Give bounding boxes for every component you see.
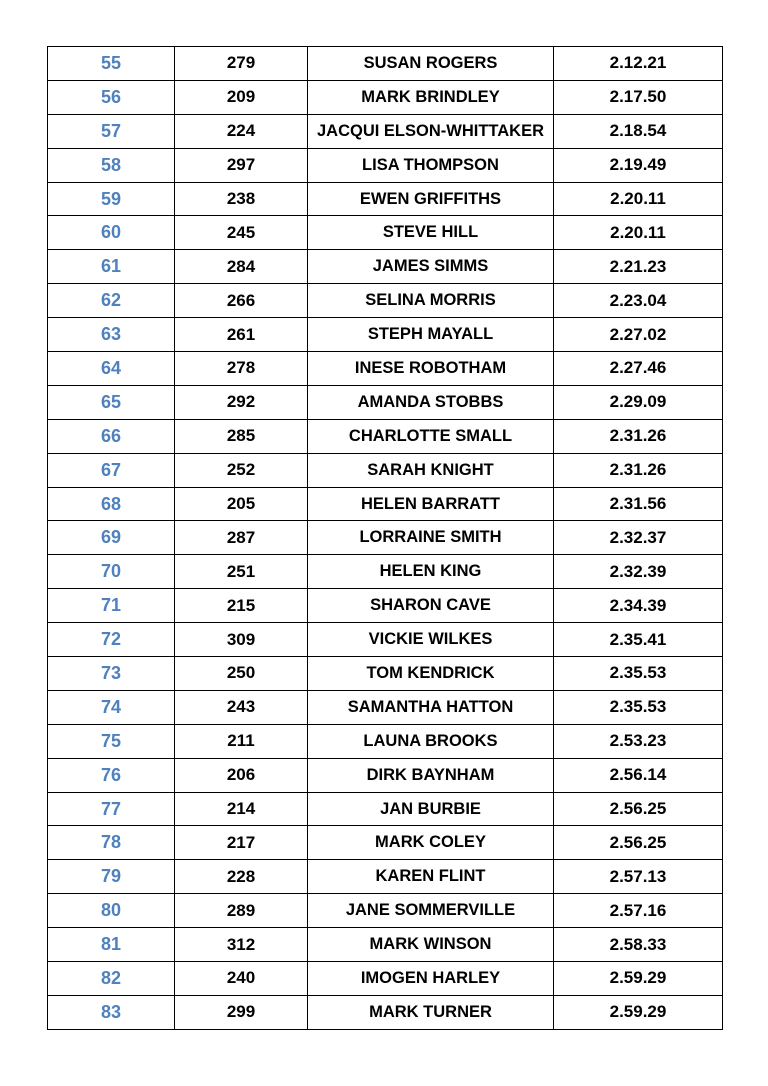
finish-time-cell: 2.19.49 <box>554 148 723 182</box>
runner-name-cell: AMANDA STOBBS <box>308 385 554 419</box>
table-row <box>48 928 723 962</box>
runner-name-cell: LORRAINE SMITH <box>308 521 554 555</box>
runner-name-cell: STEVE HILL <box>308 216 554 250</box>
runner-name-cell: LISA THOMPSON <box>308 148 554 182</box>
position-cell: 63 <box>48 318 175 352</box>
table-row <box>48 148 723 182</box>
bib-number-cell: 261 <box>175 318 308 352</box>
bib-number-cell: 297 <box>175 148 308 182</box>
finish-time-cell: 2.12.21 <box>554 47 723 81</box>
finish-time-cell: 2.29.09 <box>554 385 723 419</box>
table-row <box>48 962 723 996</box>
position-cell: 58 <box>48 148 175 182</box>
finish-time-cell: 2.56.14 <box>554 758 723 792</box>
position-cell: 57 <box>48 114 175 148</box>
finish-time-cell: 2.59.29 <box>554 962 723 996</box>
bib-number-cell: 309 <box>175 623 308 657</box>
position-cell: 76 <box>48 758 175 792</box>
position-cell: 68 <box>48 487 175 521</box>
runner-name-cell: INESE ROBOTHAM <box>308 352 554 386</box>
table-row <box>48 521 723 555</box>
position-cell: 70 <box>48 555 175 589</box>
position-cell: 60 <box>48 216 175 250</box>
position-cell: 71 <box>48 589 175 623</box>
bib-number-cell: 228 <box>175 860 308 894</box>
runner-name-cell: SELINA MORRIS <box>308 284 554 318</box>
position-cell: 65 <box>48 385 175 419</box>
table-row <box>48 182 723 216</box>
position-cell: 61 <box>48 250 175 284</box>
position-cell: 79 <box>48 860 175 894</box>
position-cell: 78 <box>48 826 175 860</box>
table-row <box>48 284 723 318</box>
position-cell: 82 <box>48 962 175 996</box>
finish-time-cell: 2.20.11 <box>554 182 723 216</box>
position-cell: 77 <box>48 792 175 826</box>
bib-number-cell: 245 <box>175 216 308 250</box>
table-row <box>48 352 723 386</box>
finish-time-cell: 2.31.26 <box>554 453 723 487</box>
table-row <box>48 419 723 453</box>
finish-time-cell: 2.35.53 <box>554 690 723 724</box>
table-row <box>48 80 723 114</box>
bib-number-cell: 243 <box>175 690 308 724</box>
table-row <box>48 995 723 1029</box>
position-cell: 69 <box>48 521 175 555</box>
bib-number-cell: 279 <box>175 47 308 81</box>
bib-number-cell: 215 <box>175 589 308 623</box>
bib-number-cell: 285 <box>175 419 308 453</box>
bib-number-cell: 278 <box>175 352 308 386</box>
table-row <box>48 250 723 284</box>
finish-time-cell: 2.18.54 <box>554 114 723 148</box>
runner-name-cell: MARK COLEY <box>308 826 554 860</box>
position-cell: 67 <box>48 453 175 487</box>
position-cell: 83 <box>48 995 175 1029</box>
finish-time-cell: 2.57.16 <box>554 894 723 928</box>
table-row <box>48 860 723 894</box>
runner-name-cell: JANE SOMMERVILLE <box>308 894 554 928</box>
table-row <box>48 47 723 81</box>
position-cell: 80 <box>48 894 175 928</box>
finish-time-cell: 2.32.39 <box>554 555 723 589</box>
bib-number-cell: 238 <box>175 182 308 216</box>
finish-time-cell: 2.23.04 <box>554 284 723 318</box>
runner-name-cell: LAUNA BROOKS <box>308 724 554 758</box>
table-row <box>48 792 723 826</box>
results-table <box>47 46 723 1030</box>
table-row <box>48 216 723 250</box>
runner-name-cell: JAN BURBIE <box>308 792 554 826</box>
runner-name-cell: SAMANTHA HATTON <box>308 690 554 724</box>
bib-number-cell: 250 <box>175 657 308 691</box>
table-row <box>48 690 723 724</box>
bib-number-cell: 266 <box>175 284 308 318</box>
finish-time-cell: 2.58.33 <box>554 928 723 962</box>
finish-time-cell: 2.20.11 <box>554 216 723 250</box>
bib-number-cell: 205 <box>175 487 308 521</box>
runner-name-cell: VICKIE WILKES <box>308 623 554 657</box>
position-cell: 73 <box>48 657 175 691</box>
finish-time-cell: 2.21.23 <box>554 250 723 284</box>
runner-name-cell: MARK WINSON <box>308 928 554 962</box>
table-row <box>48 453 723 487</box>
bib-number-cell: 209 <box>175 80 308 114</box>
finish-time-cell: 2.35.53 <box>554 657 723 691</box>
table-row <box>48 758 723 792</box>
runner-name-cell: MARK BRINDLEY <box>308 80 554 114</box>
table-row <box>48 724 723 758</box>
finish-time-cell: 2.34.39 <box>554 589 723 623</box>
runner-name-cell: DIRK BAYNHAM <box>308 758 554 792</box>
table-row <box>48 623 723 657</box>
runner-name-cell: HELEN BARRATT <box>308 487 554 521</box>
position-cell: 72 <box>48 623 175 657</box>
finish-time-cell: 2.27.46 <box>554 352 723 386</box>
results-table-body <box>48 47 723 1030</box>
finish-time-cell: 2.31.56 <box>554 487 723 521</box>
runner-name-cell: JACQUI ELSON-WHITTAKER <box>308 114 554 148</box>
table-row <box>48 318 723 352</box>
table-row <box>48 487 723 521</box>
table-row <box>48 657 723 691</box>
position-cell: 55 <box>48 47 175 81</box>
runner-name-cell: SARAH KNIGHT <box>308 453 554 487</box>
runner-name-cell: KAREN FLINT <box>308 860 554 894</box>
finish-time-cell: 2.57.13 <box>554 860 723 894</box>
position-cell: 64 <box>48 352 175 386</box>
bib-number-cell: 292 <box>175 385 308 419</box>
position-cell: 66 <box>48 419 175 453</box>
table-row <box>48 555 723 589</box>
bib-number-cell: 206 <box>175 758 308 792</box>
position-cell: 56 <box>48 80 175 114</box>
runner-name-cell: JAMES SIMMS <box>308 250 554 284</box>
bib-number-cell: 211 <box>175 724 308 758</box>
table-row <box>48 826 723 860</box>
bib-number-cell: 312 <box>175 928 308 962</box>
bib-number-cell: 299 <box>175 995 308 1029</box>
finish-time-cell: 2.56.25 <box>554 826 723 860</box>
finish-time-cell: 2.53.23 <box>554 724 723 758</box>
position-cell: 59 <box>48 182 175 216</box>
finish-time-cell: 2.35.41 <box>554 623 723 657</box>
runner-name-cell: HELEN KING <box>308 555 554 589</box>
runner-name-cell: SUSAN ROGERS <box>308 47 554 81</box>
runner-name-cell: SHARON CAVE <box>308 589 554 623</box>
finish-time-cell: 2.31.26 <box>554 419 723 453</box>
runner-name-cell: STEPH MAYALL <box>308 318 554 352</box>
runner-name-cell: IMOGEN HARLEY <box>308 962 554 996</box>
position-cell: 81 <box>48 928 175 962</box>
bib-number-cell: 289 <box>175 894 308 928</box>
bib-number-cell: 240 <box>175 962 308 996</box>
bib-number-cell: 284 <box>175 250 308 284</box>
position-cell: 75 <box>48 724 175 758</box>
runner-name-cell: TOM KENDRICK <box>308 657 554 691</box>
finish-time-cell: 2.27.02 <box>554 318 723 352</box>
position-cell: 74 <box>48 690 175 724</box>
bib-number-cell: 252 <box>175 453 308 487</box>
bib-number-cell: 224 <box>175 114 308 148</box>
finish-time-cell: 2.32.37 <box>554 521 723 555</box>
table-row <box>48 894 723 928</box>
table-row <box>48 589 723 623</box>
bib-number-cell: 214 <box>175 792 308 826</box>
finish-time-cell: 2.17.50 <box>554 80 723 114</box>
runner-name-cell: MARK TURNER <box>308 995 554 1029</box>
bib-number-cell: 287 <box>175 521 308 555</box>
runner-name-cell: CHARLOTTE SMALL <box>308 419 554 453</box>
runner-name-cell: EWEN GRIFFITHS <box>308 182 554 216</box>
table-row <box>48 114 723 148</box>
table-row <box>48 385 723 419</box>
finish-time-cell: 2.56.25 <box>554 792 723 826</box>
bib-number-cell: 251 <box>175 555 308 589</box>
finish-time-cell: 2.59.29 <box>554 995 723 1029</box>
position-cell: 62 <box>48 284 175 318</box>
bib-number-cell: 217 <box>175 826 308 860</box>
